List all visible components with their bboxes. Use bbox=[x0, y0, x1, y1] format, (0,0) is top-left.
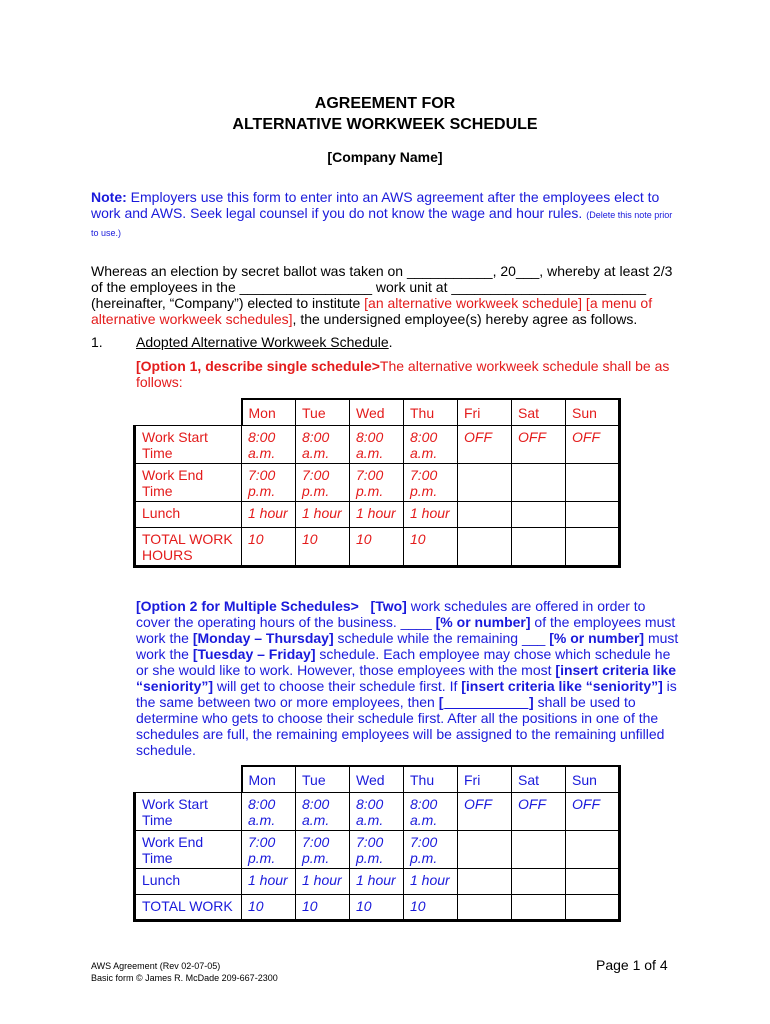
cell: 7:00 p.m. bbox=[296, 830, 350, 868]
cell bbox=[512, 868, 566, 894]
cell bbox=[512, 894, 566, 920]
page-number: Page 1 of 4 bbox=[596, 957, 668, 973]
note-small: (Delete this note prior to use.) bbox=[91, 210, 673, 238]
table-row bbox=[135, 830, 620, 868]
option2-t3: schedule while the remaining ___ bbox=[333, 630, 550, 646]
option2-b9: [___________] bbox=[438, 694, 534, 710]
cell: 7:00 p.m. bbox=[296, 463, 350, 501]
cell: 1 hour bbox=[296, 501, 350, 527]
day-header: Wed bbox=[350, 766, 404, 792]
cell: OFF bbox=[566, 792, 620, 830]
day-header: Fri bbox=[458, 766, 512, 792]
cell bbox=[458, 830, 512, 868]
option1-paragraph bbox=[136, 358, 676, 390]
day-header: Mon bbox=[242, 399, 296, 425]
whereas-text1: Whereas an election by secret ballot was taken on ___________, 20___, whereby at least 2/3 of the employees in the _________________ work unit at _________________________ (hereinafter, “Company”) elected to institute bbox=[91, 263, 673, 311]
whereas-text2: , the undersigned employee(s) hereby agree as follows. bbox=[292, 311, 638, 327]
row-label: Work End Time bbox=[135, 463, 242, 501]
cell bbox=[512, 463, 566, 501]
cell: 8:00 a.m. bbox=[350, 425, 404, 463]
cell bbox=[566, 830, 620, 868]
day-header: Tue bbox=[296, 399, 350, 425]
cell: 7:00 p.m. bbox=[242, 463, 296, 501]
note-paragraph bbox=[91, 189, 681, 241]
cell: 8:00 a.m. bbox=[242, 792, 296, 830]
day-header: Sat bbox=[512, 399, 566, 425]
table-row bbox=[135, 792, 620, 830]
cell: 7:00 p.m. bbox=[404, 830, 458, 868]
cell: 7:00 p.m. bbox=[350, 830, 404, 868]
row-label: Work Start Time bbox=[135, 792, 242, 830]
option2-t8: shall be used to determine who gets to choose their schedule first. After all the positions in one of the schedules are full, the remaining employees will be assigned to the remaining unfilled schedule. bbox=[136, 694, 665, 758]
table-row bbox=[135, 425, 620, 463]
cell: 1 hour bbox=[350, 501, 404, 527]
option2-b8: [insert criteria like “seniority”] bbox=[461, 678, 663, 694]
document-title-line1: AGREEMENT FOR bbox=[314, 95, 456, 112]
cell: OFF bbox=[512, 792, 566, 830]
cell: 10 bbox=[242, 527, 296, 566]
whereas-red: [an alternative workweek schedule] [a menu of alternative workweek schedules] bbox=[91, 295, 653, 327]
cell bbox=[566, 501, 620, 527]
cell: 7:00 p.m. bbox=[350, 463, 404, 501]
note-text: Employers use this form to enter into an AWS agreement after the employees elect to work and AWS. Seek legal counsel if you do not know the wage and hour rules. bbox=[91, 189, 660, 221]
cell: 7:00 p.m. bbox=[242, 830, 296, 868]
option2-t5: schedule. Each employee may chose which schedule he or she would like to work. However, those employees with the most bbox=[136, 646, 671, 678]
cell: 10 bbox=[350, 894, 404, 920]
table-row bbox=[135, 894, 620, 920]
table-row bbox=[135, 501, 620, 527]
day-header: Sun bbox=[566, 766, 620, 792]
day-header: Thu bbox=[404, 399, 458, 425]
table2-corner bbox=[135, 766, 242, 792]
company-name: [Company Name] bbox=[327, 149, 443, 165]
cell: 10 bbox=[242, 894, 296, 920]
cell: 8:00 a.m. bbox=[242, 425, 296, 463]
cell bbox=[458, 501, 512, 527]
table-row bbox=[135, 527, 620, 566]
cell: 1 hour bbox=[242, 501, 296, 527]
cell: 1 hour bbox=[350, 868, 404, 894]
cell: 8:00 a.m. bbox=[350, 792, 404, 830]
table1-header-row bbox=[135, 399, 620, 425]
row-label: Work End Time bbox=[135, 830, 242, 868]
document-title-line2: ALTERNATIVE WORKWEEK SCHEDULE bbox=[232, 116, 538, 133]
cell bbox=[566, 527, 620, 566]
option2-b2: [Two] bbox=[370, 598, 407, 614]
cell bbox=[566, 463, 620, 501]
cell: 10 bbox=[296, 894, 350, 920]
option2-b4: [Monday – Thursday] bbox=[192, 630, 334, 646]
row-label: Lunch bbox=[135, 868, 242, 894]
cell: 8:00 a.m. bbox=[296, 425, 350, 463]
cell bbox=[512, 501, 566, 527]
cell: 1 hour bbox=[296, 868, 350, 894]
option2-t7: is the same between two or more employees, then bbox=[136, 678, 677, 710]
option2-b6: [Tuesday – Friday] bbox=[192, 646, 316, 662]
row-label: Work Start Time bbox=[135, 425, 242, 463]
schedule-table-2 bbox=[133, 765, 621, 922]
cell: 10 bbox=[296, 527, 350, 566]
cell: 8:00 a.m. bbox=[404, 425, 458, 463]
day-header: Sun bbox=[566, 399, 620, 425]
option1-bold: [Option 1, describe single schedule> bbox=[136, 358, 380, 374]
table-row bbox=[135, 463, 620, 501]
option2-t1: work schedules are offered in order to cover the operating hours of the business. ____ bbox=[136, 598, 646, 630]
cell: 1 hour bbox=[404, 501, 458, 527]
cell: OFF bbox=[458, 792, 512, 830]
cell bbox=[566, 894, 620, 920]
footer-line1: AWS Agreement (Rev 02-07-05) bbox=[91, 961, 221, 971]
section-heading-end: . bbox=[388, 334, 393, 350]
cell: 10 bbox=[350, 527, 404, 566]
cell: 8:00 a.m. bbox=[404, 792, 458, 830]
day-header: Mon bbox=[242, 766, 296, 792]
footer-line2: Basic form © James R. McDade 209-667-2300 bbox=[91, 973, 278, 983]
option1-text: The alternative workweek schedule shall be as follows: bbox=[136, 358, 670, 390]
cell: OFF bbox=[512, 425, 566, 463]
cell bbox=[458, 463, 512, 501]
option2-t2: of the employees must work the bbox=[136, 614, 676, 646]
note-label: Note: bbox=[91, 189, 127, 205]
cell: 7:00 p.m. bbox=[404, 463, 458, 501]
row-label: TOTAL WORK bbox=[135, 894, 242, 920]
cell: 1 hour bbox=[242, 868, 296, 894]
table1-corner bbox=[135, 399, 242, 425]
table-row bbox=[135, 868, 620, 894]
day-header: Tue bbox=[296, 766, 350, 792]
table2-header-row bbox=[135, 766, 620, 792]
cell bbox=[458, 527, 512, 566]
cell: 10 bbox=[404, 527, 458, 566]
cell: OFF bbox=[458, 425, 512, 463]
cell bbox=[512, 830, 566, 868]
row-label: Lunch bbox=[135, 501, 242, 527]
cell: OFF bbox=[566, 425, 620, 463]
day-header: Thu bbox=[404, 766, 458, 792]
option2-t6: will get to choose their schedule first. If bbox=[213, 678, 462, 694]
option2-paragraph bbox=[136, 598, 681, 758]
cell bbox=[458, 868, 512, 894]
cell bbox=[458, 894, 512, 920]
cell bbox=[566, 868, 620, 894]
whereas-paragraph bbox=[91, 263, 677, 327]
option2-b1: [Option 2 for Multiple Schedules> bbox=[136, 598, 359, 614]
option2-b5: [% or number] bbox=[549, 630, 645, 646]
option2-t4: must work the bbox=[136, 630, 679, 662]
cell: 1 hour bbox=[404, 868, 458, 894]
schedule-table-1 bbox=[133, 398, 621, 568]
section-heading bbox=[136, 334, 393, 350]
day-header: Sat bbox=[512, 766, 566, 792]
cell bbox=[512, 527, 566, 566]
day-header: Wed bbox=[350, 399, 404, 425]
cell: 8:00 a.m. bbox=[296, 792, 350, 830]
cell: 10 bbox=[404, 894, 458, 920]
day-header: Fri bbox=[458, 399, 512, 425]
option2-b7: [insert criteria like “seniority”] bbox=[136, 662, 677, 694]
option2-b3: [% or number] bbox=[435, 614, 531, 630]
row-label: TOTAL WORK HOURS bbox=[135, 527, 242, 566]
section-heading-text: Adopted Alternative Workweek Schedule bbox=[136, 334, 389, 350]
section-number: 1. bbox=[91, 334, 103, 350]
